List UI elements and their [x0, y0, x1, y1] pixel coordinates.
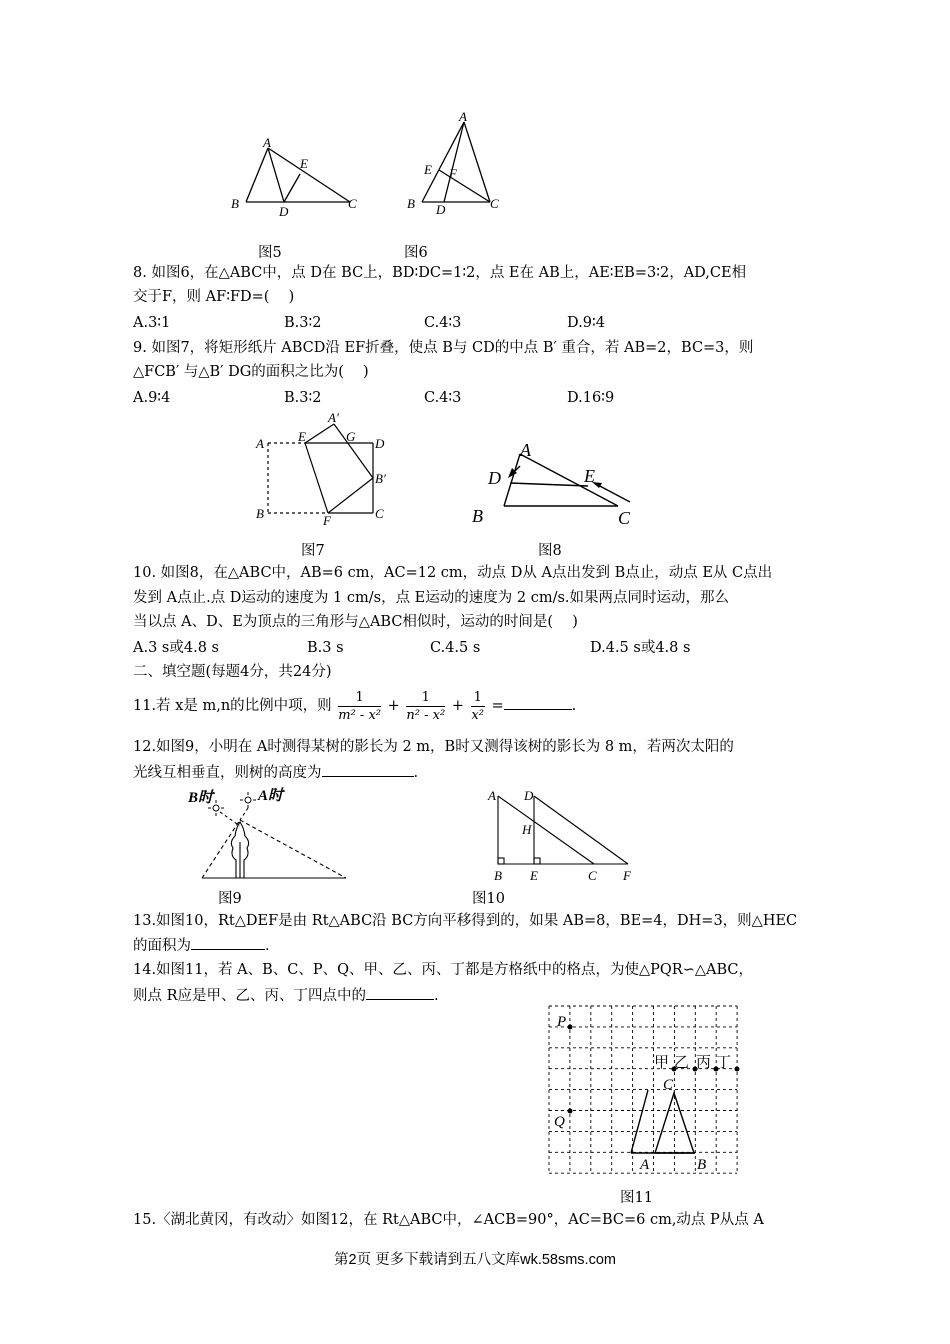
fig8-label-e: E	[584, 466, 595, 486]
fig11-label-yi: 乙	[674, 1053, 690, 1071]
q9-option-d: D.16∶9	[567, 390, 615, 406]
q10-option-c: C.4.5 s	[430, 640, 481, 656]
fig8-label-c: C	[618, 508, 631, 528]
fig7-label-b-prime: B′	[375, 471, 386, 486]
fig11-label-ding: 丁	[716, 1053, 732, 1071]
q10-line1: 10. 如图8，在△ABC中，AB=6 cm，AC=12 cm，动点 D从 A点出发到 B点止，动点 E从 C点出	[133, 565, 773, 581]
q8-line1: 8. 如图6，在△ABC中，点 D在 BC上，BD∶DC=1∶2，点 E在 AB上，AE∶EB=3∶2，AD,CE相	[133, 265, 747, 281]
fig5-label-e: E	[300, 156, 308, 171]
section-2-heading: 二、填空题(每题4分，共24分)	[133, 664, 332, 680]
q12-answer-blank[interactable]	[322, 762, 414, 777]
figure-8	[468, 438, 648, 530]
fig7-label-g: G	[346, 429, 356, 444]
fig10-label-h: H	[522, 822, 532, 837]
figure-9	[180, 782, 360, 886]
q10-line3: 当以点 A、D、E为顶点的三角形与△ABC相似时，运动的时间是( )	[133, 614, 578, 630]
q8-option-b: B.3∶2	[284, 315, 322, 331]
fig10-label-c: C	[588, 868, 597, 883]
fig6-label-b: B	[407, 196, 415, 211]
q11-fraction-1: $\frac{1}{\text{m² - x²}}$	[338, 689, 382, 723]
fig7-label-f: F	[323, 513, 331, 528]
q11-plus-2: +	[451, 698, 464, 714]
figure-10	[484, 782, 644, 886]
q13-answer-blank[interactable]	[191, 935, 265, 950]
fig11-label-bing: 丙	[696, 1053, 712, 1071]
fig7-label-e: E	[298, 429, 306, 444]
q14-line1: 14.如图11，若 A、B、C、P、Q、甲、乙、丙、丁都是方格纸中的格点，为使△PQR∽△ABC，	[133, 962, 753, 978]
fig11-caption: 图11	[620, 1190, 653, 1206]
q10-option-a: A.3 s或4.8 s	[133, 640, 219, 656]
q11-answer-blank[interactable]	[504, 695, 572, 710]
q11-equals: =	[491, 698, 504, 714]
q8-line2: 交于F，则 AF∶FD=( )	[133, 289, 295, 305]
fig8-label-d: D	[488, 468, 501, 488]
fig10-label-d: D	[524, 788, 534, 803]
q9-option-c: C.4∶3	[424, 390, 462, 406]
q9-line2: △FCB′ 与△B′ DG的面积之比为( )	[133, 364, 369, 380]
fig10-caption: 图10	[472, 891, 505, 907]
fig8-label-b: B	[472, 506, 483, 526]
q9-line1: 9. 如图7，将矩形纸片 ABCD沿 EF折叠，使点 B与 CD的中点 B′ 重合，若 AB=2，BC=3，则	[133, 340, 754, 356]
fig11-label-jia: 甲	[654, 1053, 670, 1071]
figure-7	[250, 408, 400, 533]
figure-5	[228, 135, 368, 219]
fig11-label-p: P	[557, 1014, 567, 1030]
fig8-caption: 图8	[538, 543, 562, 559]
sun-a-icon	[240, 792, 256, 808]
q12-line1: 12.如图9，小明在 A时测得某树的影长为 2 m，B时又测得该树的影长为 8 m，若两次太阳的	[133, 739, 734, 755]
fig10-label-a: A	[488, 788, 496, 803]
fig11-point-p	[568, 1025, 573, 1030]
fig6-label-a: A	[459, 109, 467, 124]
q10-option-d: D.4.5 s或4.8 s	[590, 640, 691, 656]
q8-option-c: C.4∶3	[424, 315, 462, 331]
q12-line2: 光线互相垂直，则树的高度为 .	[133, 762, 418, 783]
fig10-label-b: B	[494, 868, 502, 883]
fig5-label-d: D	[279, 204, 289, 219]
fig5-label-c: C	[348, 196, 357, 211]
fig11-point-ding	[735, 1067, 740, 1072]
fig6-caption: 图6	[404, 245, 428, 261]
fig11-point-q	[568, 1109, 573, 1114]
fig11-label-b: B	[697, 1157, 707, 1173]
fig5-label-a: A	[263, 135, 271, 150]
q11-end: .	[571, 698, 577, 714]
fig6-label-e: E	[424, 162, 432, 177]
fig7-label-d: D	[375, 436, 385, 451]
fig6-label-f: F	[449, 166, 457, 181]
q10-line2: 发到 A点止.点 D运动的速度为 1 cm/s，点 E运动的速度为 2 cm/s.如果两点同时运动，那么	[133, 590, 730, 606]
fig6-label-c: C	[490, 196, 499, 211]
fig6-label-d: D	[436, 202, 446, 217]
fig10-label-e: E	[530, 868, 538, 883]
fig9-caption: 图9	[218, 891, 242, 907]
q8-option-a: A.3∶1	[133, 315, 171, 331]
fig11-label-q: Q	[554, 1114, 565, 1130]
fig7-caption: 图7	[301, 543, 325, 559]
q14-line2: 则点 R应是甲、乙、丙、丁四点中的 .	[133, 985, 439, 1006]
q14-answer-blank[interactable]	[366, 985, 434, 1000]
fig9-label-a-time: A时	[258, 788, 284, 804]
q11-plus-1: +	[387, 698, 400, 714]
fig7-label-b: B	[256, 506, 264, 521]
figure-6	[404, 110, 514, 220]
q9-option-b: B.3∶2	[284, 390, 322, 406]
fig9-label-b-time: B时	[188, 790, 214, 806]
q10-option-b: B.3 s	[307, 640, 344, 656]
fig11-label-c: C	[663, 1077, 674, 1093]
q11-prefix: 11.若 x是 m,n的比例中项，则	[133, 698, 332, 714]
fig8-label-a: A	[520, 440, 531, 460]
q13-line1: 13.如图10，Rt△DEF是由 Rt△ABC沿 BC方向平移得到的，如果 AB=8，BE=4，DH=3，则△HEC	[133, 913, 798, 929]
q11-line	[133, 686, 576, 726]
fig7-label-a-prime: A′	[328, 410, 339, 425]
fig7-label-a: A	[256, 436, 264, 451]
fig7-label-c: C	[375, 506, 384, 521]
fig11-label-a: A	[640, 1157, 650, 1173]
q8-option-d: D.9∶4	[567, 315, 605, 331]
q9-option-a: A.9∶4	[133, 390, 171, 406]
figure-11	[548, 1006, 748, 1186]
fig5-caption: 图5	[258, 245, 282, 261]
q13-line2: 的面积为 .	[133, 935, 270, 956]
q11-fraction-2: $\frac{1}{\text{n² - x²}}$	[406, 689, 446, 723]
q11-fraction-3: $\frac{1}{\text{x²}}$	[471, 689, 484, 723]
q15-line1: 15.〈湖北黄冈，有改动〉如图12，在 Rt△ABC中，∠ACB=90°，AC=BC=6 cm,动点 P从点 A	[133, 1212, 764, 1228]
fig5-label-b: B	[231, 196, 239, 211]
fig10-label-f: F	[623, 868, 631, 883]
page-footer: 第2页 更多下载请到五八文库wk.58sms.com	[334, 1252, 616, 1268]
